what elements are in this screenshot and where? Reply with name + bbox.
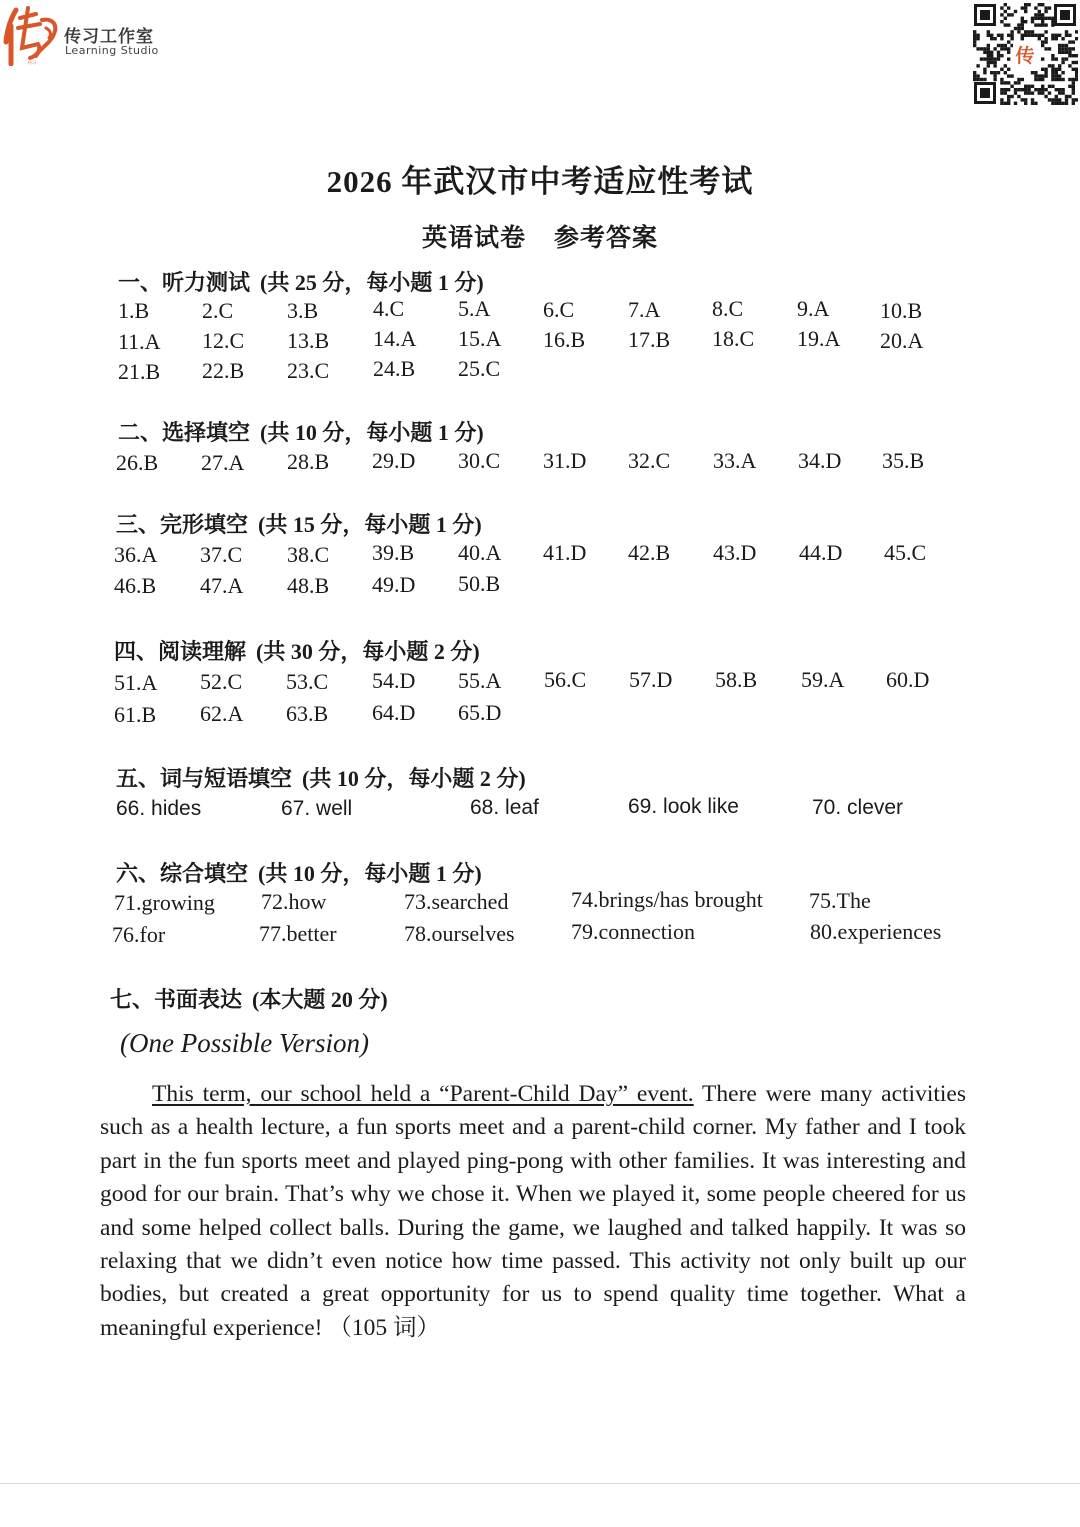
answer-item: 47.A xyxy=(200,573,244,598)
section-heading: 二、选择填空 (共 10 分，每小题 1 分) xyxy=(118,420,484,445)
answer-item: 23.C xyxy=(287,358,330,383)
answer-item: 76.for xyxy=(112,922,166,947)
answer-item: 38.C xyxy=(287,542,330,567)
exam-subtitle xyxy=(0,218,1080,254)
answer-item: 78.ourselves xyxy=(404,921,515,946)
answer-item: 41.D xyxy=(543,540,587,565)
version-label: (One Possible Version) xyxy=(120,1028,369,1058)
qr-center-logo: 传 xyxy=(1015,45,1035,67)
answer-item: 73.searched xyxy=(404,889,509,914)
svg-text:传习: 传习 xyxy=(28,60,36,65)
answer-item: 72.how xyxy=(261,889,327,914)
answer-item: 60.D xyxy=(886,667,930,692)
answer-item: 35.B xyxy=(882,448,925,473)
section-heading: 三、完形填空 (共 15 分，每小题 1 分) xyxy=(116,512,482,537)
answer-item: 70. clever xyxy=(812,796,904,819)
section-heading: 六、综合填空 (共 10 分，每小题 1 分) xyxy=(116,861,482,886)
answer-item: 45.C xyxy=(884,540,927,565)
answer-item: 56.C xyxy=(544,667,587,692)
brand-name-cn: 传习工作室 xyxy=(64,27,154,47)
answer-item: 26.B xyxy=(116,450,159,475)
answer-item: 40.A xyxy=(458,540,502,565)
model-essay xyxy=(100,1078,966,1345)
subtitle-subject: 英语试卷 xyxy=(421,225,526,252)
answer-item: 8.C xyxy=(712,296,744,321)
answer-item: 33.A xyxy=(713,448,757,473)
answer-item: 22.B xyxy=(202,358,245,383)
answer-item: 75.The xyxy=(809,888,871,913)
answer-item: 66. hides xyxy=(116,797,202,820)
answer-item: 77.better xyxy=(259,921,337,946)
answer-item: 28.B xyxy=(287,449,330,474)
answer-item: 74.brings/has brought xyxy=(571,887,763,912)
studio-logo xyxy=(0,4,180,68)
answer-item: 71.growing xyxy=(114,890,215,915)
brand-name-en: Learning Studio xyxy=(65,44,159,57)
exam-title: 2026 年武汉市中考适应性考试 xyxy=(326,164,754,199)
page-bottom-rule xyxy=(0,1483,1080,1484)
answer-item: 34.D xyxy=(798,448,842,473)
answer-item: 20.A xyxy=(880,328,924,353)
answer-item: 15.A xyxy=(458,326,502,351)
answer-item: 61.B xyxy=(114,702,157,727)
studio-logo-mark xyxy=(2,4,62,66)
answer-item: 29.D xyxy=(372,448,416,473)
answer-item: 2.C xyxy=(202,298,234,323)
answer-item: 51.A xyxy=(114,670,158,695)
answer-item: 59.A xyxy=(801,667,845,692)
answer-item: 64.D xyxy=(372,700,416,725)
answer-item: 43.D xyxy=(713,540,757,565)
answer-item: 52.C xyxy=(200,669,243,694)
qr-code xyxy=(972,2,1078,106)
answer-item: 37.C xyxy=(200,542,243,567)
answer-item: 46.B xyxy=(114,573,157,598)
answer-item: 10.B xyxy=(880,298,923,323)
answer-item: 5.A xyxy=(458,296,491,321)
answer-item: 6.C xyxy=(543,297,575,322)
section-heading: 一、听力测试 (共 25 分，每小题 1 分) xyxy=(118,270,484,295)
essay-body: There were many activities such as a health lecture, a fun sports meet and a parent-child corner. My father and I took part in the fun sports meet and played ping-pong with other families. It was interesting and good for our brain. That’s why we chose it. When we played it, some people cheered for us and some helped collect balls. During the game, we laughed and talked happily. It was so relaxing that we didn’t even notice how time passed. This activity not only built up our bodies, but created a great opportunity for us to spend quality time together. What a meaningful experience! xyxy=(100,1081,966,1341)
answer-item: 4.C xyxy=(373,296,405,321)
answer-item: 48.B xyxy=(287,573,330,598)
answer-item: 9.A xyxy=(797,296,830,321)
answer-item: 63.B xyxy=(286,701,329,726)
answer-item: 7.A xyxy=(628,297,661,322)
answer-item: 16.B xyxy=(543,327,586,352)
answer-item: 49.D xyxy=(372,572,416,597)
answer-item: 32.C xyxy=(628,448,671,473)
answer-item: 65.D xyxy=(458,700,502,725)
answer-item: 31.D xyxy=(543,448,587,473)
word-count: （105 词） xyxy=(328,1314,440,1341)
answer-item: 27.A xyxy=(201,450,245,475)
answer-item: 50.B xyxy=(458,571,501,596)
answer-item: 69. look like xyxy=(628,795,739,818)
answer-item: 18.C xyxy=(712,326,755,351)
section-heading: 四、阅读理解 (共 30 分，每小题 2 分) xyxy=(114,639,480,664)
answer-item: 3.B xyxy=(287,298,319,323)
answer-item: 30.C xyxy=(458,448,501,473)
answer-item: 54.D xyxy=(372,668,416,693)
answer-item: 55.A xyxy=(458,668,502,693)
answer-item: 44.D xyxy=(799,540,843,565)
answer-item: 68. leaf xyxy=(470,796,539,819)
subtitle-answer-key: 参考答案 xyxy=(554,225,659,252)
answer-item: 1.B xyxy=(118,298,150,323)
answer-item: 67. well xyxy=(281,797,353,820)
answer-item: 58.B xyxy=(715,667,758,692)
answer-item: 42.B xyxy=(628,540,671,565)
answer-item: 13.B xyxy=(287,328,330,353)
answer-item: 24.B xyxy=(373,356,416,381)
answer-item: 79.connection xyxy=(571,919,696,944)
answer-item: 14.A xyxy=(373,326,417,351)
section-heading: 五、词与短语填空 (共 10 分，每小题 2 分) xyxy=(116,766,526,791)
answer-item: 11.A xyxy=(118,329,161,354)
answer-item: 39.B xyxy=(372,540,415,565)
answer-item: 17.B xyxy=(628,327,671,352)
answer-item: 21.B xyxy=(118,359,161,384)
answer-item: 53.C xyxy=(286,669,329,694)
section-heading: 七、书面表达 (本大题 20 分) xyxy=(110,987,388,1012)
answer-item: 12.C xyxy=(202,328,245,353)
answer-item: 62.A xyxy=(200,701,244,726)
answer-item: 57.D xyxy=(629,667,673,692)
answer-item: 25.C xyxy=(458,356,501,381)
answer-item: 36.A xyxy=(114,542,158,567)
answer-item: 80.experiences xyxy=(810,919,942,944)
essay-first-sentence: This term, our school held a “Parent-Child Day” event. xyxy=(152,1081,694,1107)
answer-item: 19.A xyxy=(797,326,841,351)
